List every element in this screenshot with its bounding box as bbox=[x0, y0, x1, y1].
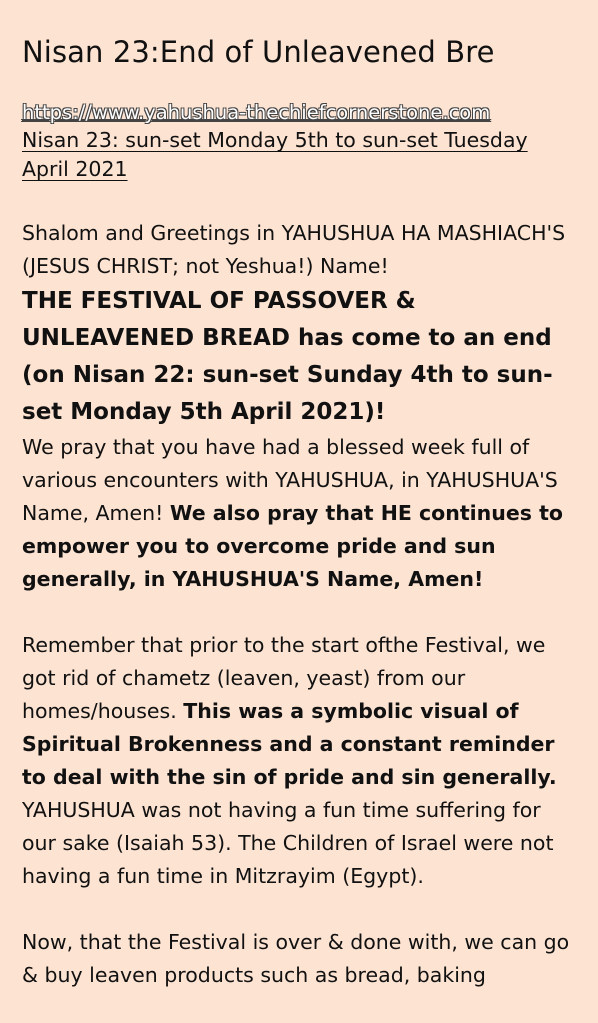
spacer bbox=[22, 893, 580, 926]
greeting-text: Shalom and Greetings in YAHUSHUA HA MASHIACH'S (JESUS CHRIST; not Yeshua!) Name! bbox=[22, 221, 566, 278]
spacer bbox=[22, 184, 580, 217]
spacer bbox=[22, 596, 580, 629]
chametz-bold-text: This was a symbolic visual of Spiritual Brokenness and a constant reminder to deal with the sin of pride and sin generally. bbox=[22, 699, 557, 789]
festival-end-text: THE FESTIVAL OF PASSOVER & UNLEAVENED BREAD has come to an end (on Nisan 22: sun-set Sunday 4th to sun-set Monday 5th April 2021)! bbox=[22, 288, 553, 425]
website-url-link[interactable]: https://www.yahushua-thechiefcornerstone.com bbox=[22, 101, 491, 124]
greeting-paragraph bbox=[22, 217, 580, 283]
closing-text: Now, that the Festival is over & done with, we can go & buy leaven products such as bread, baking bbox=[22, 930, 570, 987]
festival-end-announcement bbox=[22, 283, 580, 431]
chametz-paragraph bbox=[22, 629, 580, 893]
prayer-paragraph bbox=[22, 431, 580, 596]
closing-paragraph bbox=[22, 926, 580, 992]
date-link[interactable]: Nisan 23: sun-set Monday 5th to sun-set Tuesday April 2021 bbox=[22, 128, 528, 181]
prayer-text: We pray that you have had a blessed week full of various encounters with YAHUSHUA, in YAHUSHUA'S Name, Amen! bbox=[22, 435, 558, 525]
prayer-bold-text: We also pray that HE continues to empower you to overcome pride and sun generally, in YAHUSHUA'S Name, Amen! bbox=[22, 501, 563, 591]
page-title: Nisan 23:End of Unleavened Bre bbox=[22, 35, 495, 69]
chametz-tail-text: YAHUSHUA was not having a fun time suffering for our sake (Isaiah 53). The Children of Israel were not having a fun time in Mitzrayim (Egypt). bbox=[22, 798, 554, 888]
chametz-text: Remember that prior to the start ofthe Festival, we got rid of chametz (leaven, yeast) from our homes/houses. bbox=[22, 633, 546, 723]
